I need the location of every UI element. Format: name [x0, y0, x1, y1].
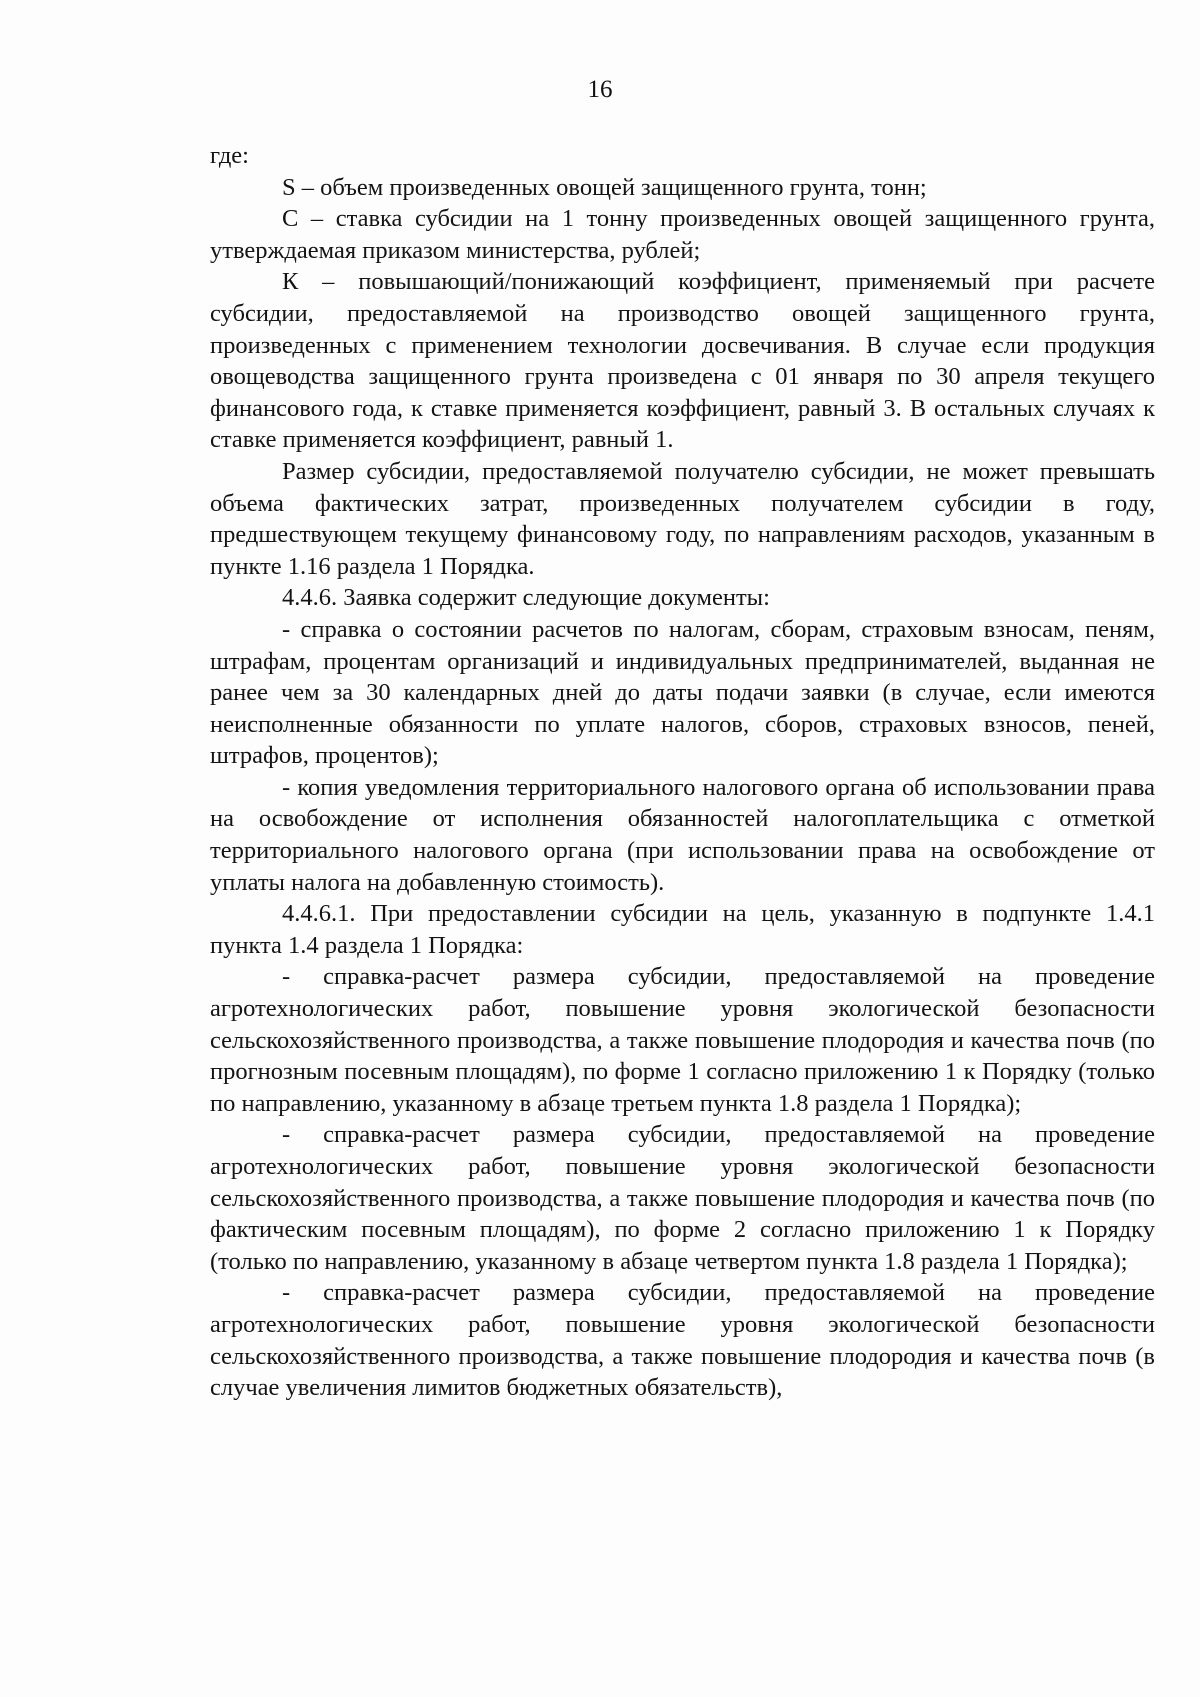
list-item-tax-certificate: - справка о состоянии расчетов по налогам, сборам, страховым взносам, пеням, штрафам, процентам организаций и индивидуальных предпринимателей, выданная не ранее чем за 30 календарных дней до даты подачи заявки (в случае, если имеются неисполненные обязанности по уплате налогов, сборов, страховых взносов, пеней, штрафов, процентов);: [210, 615, 1155, 770]
list-item-form-1: - справка-расчет размера субсидии, предоставляемой на проведение агротехнологических работ, повышение уровня экологической безопасности сельскохозяйственного производства, а также повышение плодородия и качества почв (по прогнозным посевным площадям), по форме 1 согласно приложению 1 к Порядку (только по направлению, указанному в абзаце третьем пункта 1.8 раздела 1 Порядка);: [210, 963, 1155, 1117]
list-item-vat-notice-copy: - копия уведомления территориального налогового органа об использовании права на освобождение от исполнения обязанностей налогоплательщика с отметкой территориального налогового органа (при использовании права на освобождение от уплаты налога на добавленную стоимость).: [210, 773, 1155, 896]
paragraph-definition-k: К – повышающий/понижающий коэффициент, применяемый при расчете субсидии, предоставляемой на производство овощей защищенного грунта, произведенных с применением технологии досвечивания. В случае если продукция овощеводства защищенного грунта произведена с 01 января по 30 апреля текущего финансового года, к ставке применяется коэффициент, равный 3. В остальных случаях к ставке применяется коэффициент, равный 1.: [210, 268, 1155, 454]
paragraph-definition-c: С – ставка субсидии на 1 тонну произведенных овощей защищенного грунта, утверждаемая приказом министерства, рублей;: [210, 205, 1155, 264]
paragraph-4-4-6-1: 4.4.6.1. При предоставлении субсидии на цель, указанную в подпункте 1.4.1 пункта 1.4 раздела 1 Порядка:: [210, 900, 1155, 959]
paragraph-4-4-6: 4.4.6. Заявка содержит следующие документы:: [282, 584, 770, 612]
paragraph-definition-s: S – объем произведенных овощей защищенного грунта, тонн;: [282, 173, 927, 201]
paragraph-where: где:: [210, 142, 249, 169]
page-number: 16: [587, 76, 613, 103]
paragraph-subsidy-limit: Размер субсидии, предоставляемой получателю субсидии, не может превышать объема фактических затрат, произведенных получателем субсидии в году, предшествующем текущему финансовому году, по направлениям расходов, указанным в пункте 1.16 раздела 1 Порядка.: [210, 457, 1155, 580]
list-item-form-2: - справка-расчет размера субсидии, предоставляемой на проведение агротехнологических работ, повышение уровня экологической безопасности сельскохозяйственного производства, а также повышение плодородия и качества почв (по фактическим посевным площадям), по форме 2 согласно приложению 1 к Порядку (только по направлению, указанному в абзаце четвертом пункта 1.8 раздела 1 Порядка);: [210, 1121, 1155, 1275]
list-item-limits-increase: - справка-расчет размера субсидии, предоставляемой на проведение агротехнологических работ, повышение уровня экологической безопасности сельскохозяйственного производства, а также повышение плодородия и качества почв (в случае увеличения лимитов бюджетных обязательств),: [210, 1279, 1155, 1402]
document-body: [210, 140, 1155, 1404]
